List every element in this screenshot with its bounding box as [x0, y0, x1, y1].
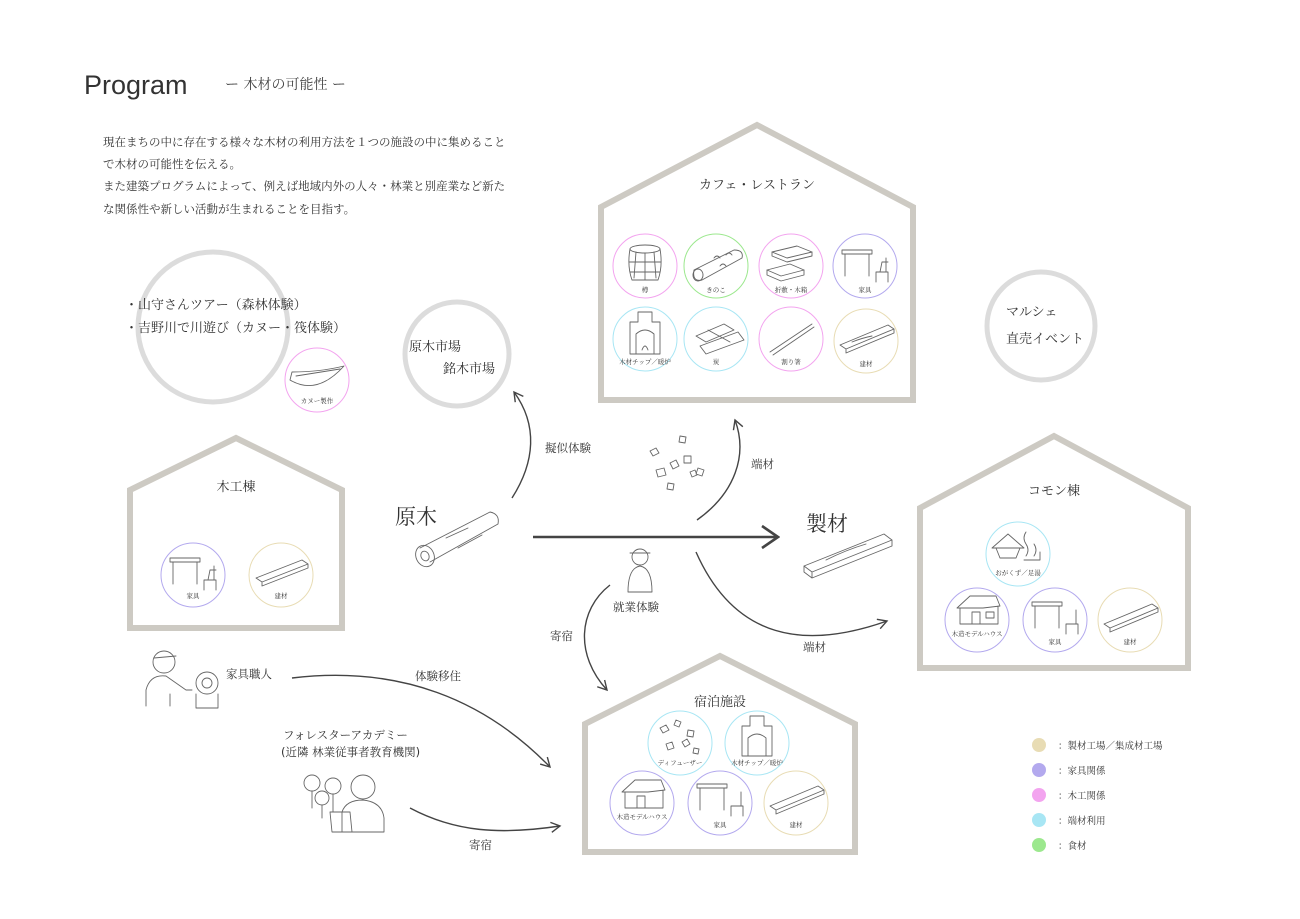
academy-name: フォレスターアカデミー: [283, 728, 408, 742]
lumber-board-icon: [804, 534, 892, 578]
item-label: 家具: [1048, 638, 1062, 646]
legend-swatch: [1032, 813, 1046, 827]
item-label: 家具: [713, 821, 727, 829]
item-label: 木造モデルハウス: [616, 813, 668, 821]
lodge-item-furniture: [688, 771, 752, 835]
lodge-item-house: [610, 771, 674, 835]
craftsman-icon: [146, 651, 218, 708]
offcut-bottom-label: 端材: [803, 640, 826, 654]
page-title: Program: [84, 70, 188, 100]
offcut-top-label: 端材: [751, 457, 774, 471]
item-label: 木造モデルハウス: [951, 630, 1003, 638]
dorm-bottom-arrow: [410, 808, 560, 831]
cafe-item-charcoal: [684, 307, 748, 371]
table-chair-icon: [697, 784, 743, 816]
canoe-icon: [290, 366, 344, 386]
legend-swatch: [1032, 763, 1046, 777]
dorm-bottom-label: 寄宿: [469, 838, 492, 852]
common-item-house: [945, 588, 1009, 652]
barrel-icon: [629, 245, 661, 280]
legend-label: ：端材利用: [1058, 816, 1106, 827]
table-chair-icon: [842, 250, 888, 282]
item-label: 建材: [789, 821, 803, 829]
marche-ring: [987, 272, 1095, 380]
item-label: 割り箸: [781, 358, 801, 366]
lumber-label: 製材: [806, 512, 848, 536]
board-icon: [770, 786, 824, 814]
board-icon: [1104, 604, 1158, 632]
mokko-item-furniture: [161, 543, 225, 607]
craftsman-label: 家具職人: [226, 667, 272, 681]
offcut-bottom-arrow: [696, 552, 887, 636]
worker-icon: [628, 549, 652, 592]
common-item-furniture: [1023, 588, 1087, 652]
legend-item-furniture: [1032, 763, 1106, 777]
intro-line: 現在まちの中に存在する様々な木材の利用方法を１つの施設の中に集めること: [103, 135, 506, 149]
item-label: きのこ: [706, 286, 726, 294]
mokko-house: [130, 438, 342, 628]
marche-line1: マルシェ: [1006, 305, 1058, 320]
legend-label: ：製材工場／集成材工場: [1058, 741, 1163, 752]
common-item-lumber: [1098, 588, 1162, 652]
cafe-title: カフェ・レストラン: [699, 178, 815, 193]
legend-item-woodwork: [1032, 788, 1106, 802]
dorm-left-label: 寄宿: [550, 629, 573, 643]
common-house: [920, 436, 1188, 668]
item-label: 建材: [859, 360, 873, 368]
market-line1: 原木市場: [409, 340, 462, 355]
work-exp-label: 就業体験: [613, 600, 659, 614]
mushroom-log-icon: [693, 250, 742, 281]
legend-item-sawmill: [1032, 738, 1163, 752]
tray-box-icon: [767, 246, 812, 281]
item-label: 木材チップ／暖炉: [619, 358, 671, 366]
legend-swatch: [1032, 738, 1046, 752]
market-line2: 銘木市場: [443, 362, 496, 377]
lodge-house: [585, 656, 855, 852]
cafe-item-furniture: [833, 234, 897, 298]
legend-swatch: [1032, 838, 1046, 852]
board-icon: [840, 325, 894, 353]
cafe-item-chopsticks: [759, 307, 823, 371]
simulated-exp-label: 擬似体験: [545, 441, 591, 455]
item-label: 折敷・木箱: [774, 286, 808, 294]
cafe-item-tray: [759, 234, 823, 298]
board-icon: [256, 560, 308, 586]
lodge-item-diffuser: [648, 711, 712, 775]
fireplace-icon: [630, 312, 660, 354]
mokko-item-lumber: [249, 543, 313, 607]
academy-note: (近隣 林業従事者教育機関): [281, 745, 421, 759]
lodge-item-lumber: [764, 771, 828, 835]
model-house-icon: [622, 780, 665, 808]
charcoal-icon: [696, 324, 744, 354]
intro-text: [103, 135, 506, 216]
item-label: ディフューザー: [657, 759, 703, 767]
tour-line-forest: ・山守さんツアー（森林体験）: [125, 298, 307, 313]
legend-label: ：木工関係: [1058, 791, 1106, 802]
item-label: 建材: [274, 592, 288, 600]
common-title: コモン棟: [1027, 484, 1081, 499]
legend: [1032, 738, 1163, 852]
dorm-left-arrow: [584, 585, 610, 690]
model-house-icon: [957, 596, 1000, 624]
legend-swatch: [1032, 788, 1046, 802]
item-label: 木材チップ／暖炉: [731, 759, 783, 767]
item-label: おがくず／足湯: [995, 569, 1041, 577]
common-item-footbath: [986, 522, 1050, 586]
cafe-item-lumber: [834, 309, 898, 373]
sawdust-footbath-icon: [992, 532, 1040, 560]
wood-chips-icon: [650, 436, 704, 490]
lodge-item-chips: [725, 711, 789, 775]
academy-icon: [304, 775, 384, 832]
intro-line: また建築プログラムによって、例えば地域内外の人々・林業と別産業など新た: [103, 179, 506, 193]
legend-item-food: [1032, 838, 1087, 852]
legend-item-offcut: [1032, 813, 1106, 827]
marche-line2: 直売イベント: [1006, 332, 1085, 347]
canoe-label: カヌー製作: [300, 397, 334, 405]
table-chair-icon: [170, 558, 216, 590]
item-label: 家具: [858, 286, 872, 294]
lodge-title: 宿泊施設: [693, 695, 747, 710]
simulated-exp-arrow: [512, 392, 531, 498]
page-subtitle: ー 木材の可能性 ー: [225, 77, 346, 93]
cafe-item-chips: [613, 307, 677, 371]
table-chair-icon: [1032, 602, 1078, 634]
mokko-title: 木工棟: [216, 480, 256, 495]
intro-line: な関係性や新しい活動が生まれることを目指す。: [103, 202, 356, 216]
fireplace-icon: [742, 716, 772, 756]
cafe-house: [601, 125, 913, 400]
item-label: 家具: [186, 592, 200, 600]
intro-line: で木材の可能性を伝える。: [103, 157, 241, 171]
item-label: 炭: [712, 358, 720, 366]
tour-line-river: ・吉野川で川遊び（カヌー・筏体験）: [125, 321, 347, 336]
wood-chips-icon: [660, 720, 699, 754]
canoe-item: [285, 348, 349, 412]
item-label: 建材: [1123, 638, 1137, 646]
log-label: 原木: [395, 505, 437, 529]
house-outline: [130, 438, 342, 628]
cafe-item-mushroom: [684, 234, 748, 298]
chopsticks-icon: [770, 324, 814, 355]
cafe-item-barrel: [613, 234, 677, 298]
legend-label: ：家具関係: [1058, 766, 1106, 777]
legend-label: ：食材: [1058, 841, 1087, 852]
trial-move-label: 体験移住: [415, 669, 461, 683]
item-label: 樽: [641, 286, 649, 294]
